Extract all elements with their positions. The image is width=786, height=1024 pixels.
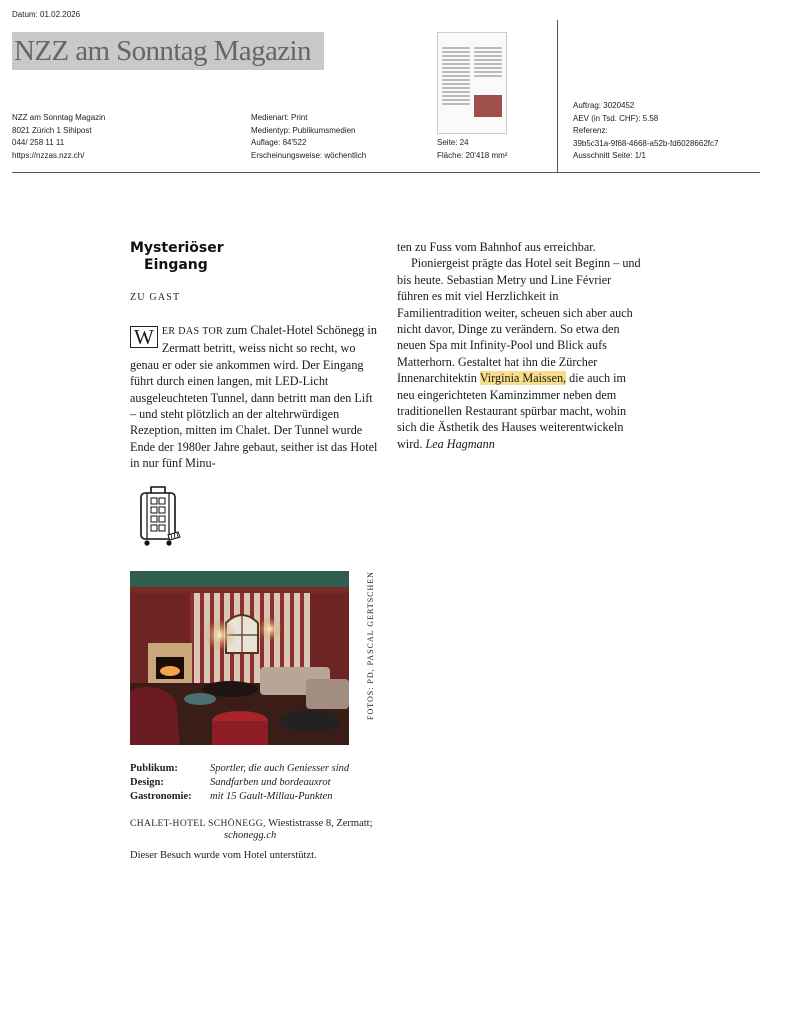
order-number: Auftrag: 3020452 — [573, 101, 635, 110]
fact-key-design: Design: — [130, 776, 164, 788]
fact-value-gastronomy: mit 15 Gault-Millau-Punkten — [210, 790, 333, 802]
article-title — [130, 240, 224, 274]
paragraph-text-a: Pioniergeist prägte das Hotel seit Beginn – und bis heute. Sebastian Metry und Line Février führen es mit viel Herzlichkeit in Familientradition weiter, scheuen sich aber auch nicht davor, Dinge zu verändern. So etwa den neuen Spa mit Infinity-Pool und Blick aufs Matterhorn. Gestaltet hat ihn die Zürcher Innenarchitektin — [397, 256, 641, 386]
suitcase-icon — [134, 485, 184, 549]
publisher-address: 8021 Zürich 1 Sihlpost — [12, 125, 92, 135]
page-info — [437, 137, 507, 162]
aev-value: AEV (in Tsd. CHF): 5.58 — [573, 113, 659, 123]
hotel-name: CHALET-HOTEL SCHÖNEGG, — [130, 819, 266, 829]
lead-in: ER DAS TOR — [161, 326, 224, 337]
fact-value-audience: Sportler, die auch Geniesser sind — [210, 763, 350, 774]
rubric-label: ZU GAST — [130, 292, 181, 303]
hotel-lounge-photo — [130, 571, 349, 745]
publisher-name: NZZ am Sonntag Magazin — [12, 113, 106, 122]
fact-box — [130, 762, 380, 804]
header-divider — [12, 172, 760, 173]
order-info — [573, 100, 718, 163]
fact-key-gastronomy: Gastronomie: — [130, 790, 192, 802]
reference-label: Referenz: — [573, 126, 608, 135]
reference-id: 39b5c31a-9f68-4668-a52b-fd6028662fc7 — [573, 138, 719, 148]
fact-key-audience: Publikum: — [130, 763, 178, 774]
column-1-text: zum Chalet-Hotel Schönegg in Zermatt betritt, weiss nicht so recht, wo genau er oder sie ankommen wird. Der Eingang führt durch einen langen, mit LED-Licht ausgeleuchteten Tunnel, dann betritt man den Lift – und steht plötzlich an der altehrwürdigen Rezeption, mitten im Chalet. Der Tunnel wurde Ende der 1980er Jahre gebaut, seither ist das Hotel in nur fünf Minu- — [130, 323, 378, 471]
media-type: Medienart: Print — [251, 113, 308, 122]
article-column-1 — [130, 322, 378, 472]
highlighted-name: Virginia Maissen, — [479, 371, 567, 386]
paragraph-text-b: die auch im neu eingerichteten Kaminzimmer neben dem traditionellen Restaurant spürbar macht, wohin sich die Ästhetik des Hauses weiterentwickeln wird. — [397, 371, 627, 451]
media-info — [251, 112, 366, 162]
circulation: Auflage: 84'522 — [251, 138, 307, 147]
hotel-address-block — [130, 818, 373, 842]
title-line-1: Mysteriöser — [130, 240, 224, 256]
drop-cap: W — [130, 326, 158, 348]
photo-credit — [364, 572, 378, 720]
publisher-phone: 044/ 258 11 11 — [12, 138, 65, 147]
publisher-info — [12, 112, 105, 162]
hotel-website[interactable]: schonegg.ch — [224, 830, 277, 841]
disclaimer-note: Dieser Besuch wurde vom Hotel unterstützt. — [130, 850, 317, 861]
column-2-continuation: ten zu Fuss vom Bahnhof aus erreichbar. — [397, 240, 596, 254]
header-divider-vertical — [557, 20, 558, 172]
article-column-2 — [397, 239, 642, 452]
title-line-2: Eingang — [144, 257, 208, 273]
frequency: Erscheinungsweise: wöchentlich — [251, 150, 367, 160]
clipping-page: Ausschnitt Seite: 1/1 — [573, 151, 646, 160]
photo-credit-text: FOTOS: PD, PASCAL GERTSCHEN — [366, 571, 375, 720]
hotel-address: Wiestistrasse 8, Zermatt; — [265, 818, 373, 829]
column-2-paragraph — [397, 255, 642, 452]
author-name: Lea Hagmann — [425, 436, 495, 451]
media-category: Medientyp: Publikumsmedien — [251, 125, 356, 135]
publisher-url[interactable]: https://nzzas.nzz.ch/ — [12, 150, 85, 160]
page-thumbnail — [437, 32, 507, 134]
publication-logo: NZZ am Sonntag Magazin — [12, 32, 324, 70]
page-number: Seite: 24 — [437, 138, 469, 147]
fact-value-design: Sandfarben und bordeauxrot — [210, 776, 331, 788]
clipping-date: Datum: 01.02.2026 — [12, 10, 81, 19]
area: Fläche: 20'418 mm² — [437, 150, 508, 160]
